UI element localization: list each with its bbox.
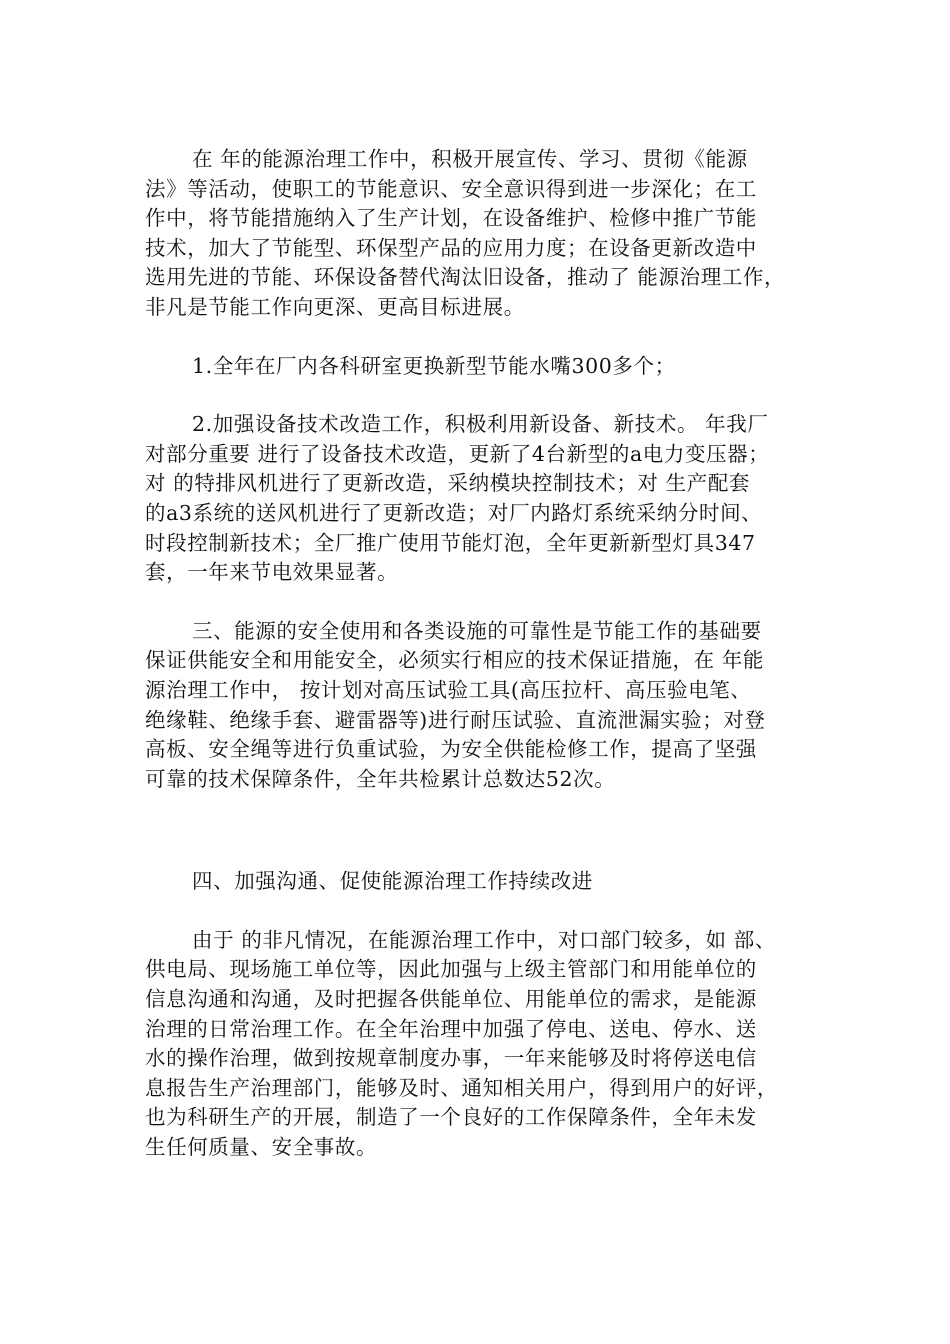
text-line: 由于 的非凡情况，在能源治理工作中，对口部门较多，如 部、 [192,927,776,952]
paragraph-spacer [145,588,815,617]
text-line: 时段控制新技术；全厂推广使用节能灯泡，全年更新新型灯具347 [145,530,756,555]
text-line: 生任何质量、安全事故。 [145,1135,378,1160]
text-line: 绝缘鞋、绝缘手套、避雷器等)进行耐压试验、直流泄漏实验；对登 [145,707,766,732]
paragraph-spacer [145,323,815,352]
text-line: 非凡是节能工作向更深、更高目标进展。 [145,294,525,319]
paragraph-item-1 [145,352,815,382]
paragraph-spacer [145,381,815,410]
paragraph-section-3 [145,617,815,795]
text-line: 的a3系统的送风机进行了更新改造；对厂内路灯系统采纳分时间、 [145,500,763,525]
text-line: 作中，将节能措施纳入了生产计划，在设备维护、检修中推广节能 [145,206,757,231]
text-line: 在 年的能源治理工作中，积极开展宣传、学习、贯彻《能源 [192,147,748,171]
paragraph-section-4-body [145,926,815,1163]
text-line: 息报告生产治理部门，能够及时、通知相关用户，得到用户的好评， [145,1075,778,1100]
paragraph-spacer [145,794,815,867]
document-body [145,145,815,1163]
text-line: 可靠的技术保障条件，全年共检累计总数达52次。 [145,766,616,791]
section-heading-4 [145,867,815,897]
text-line: 1.全年在厂内各科研室更换新型节能水嘴300多个； [192,353,676,378]
text-line: 对 的特排风机进行了更新改造，采纳模块控制技术；对 生产配套 [145,471,751,496]
text-line: 治理的日常治理工作。在全年治理中加强了停电、送电、停水、送 [145,1016,757,1041]
text-line: 对部分重要 进行了设备技术改造，更新了4台新型的a电力变压器； [145,441,770,466]
text-line: 选用先进的节能、环保设备替代淘汰旧设备，推动了 能源治理工作， [145,265,786,290]
text-line: 也为科研生产的开展，制造了一个良好的工作保障条件，全年未发 [145,1105,757,1130]
text-line: 保证供能安全和用能安全，必须实行相应的技术保证措施，在 年能 [145,648,765,673]
text-line: 信息沟通和沟通，及时把握各供能单位、用能单位的需求，是能源 [145,987,757,1012]
paragraph-item-2 [145,410,815,588]
text-line: 套，一年来节电效果显著。 [145,560,399,585]
paragraph-energy-management-intro [145,145,815,323]
text-line: 技术，加大了节能型、环保型产品的应用力度；在设备更新改造中 [145,235,757,260]
text-line: 源治理工作中， 按计划对高压试验工具(高压拉杆、高压验电笔、 [145,677,752,702]
text-line: 法》等活动，使职工的节能意识、安全意识得到进一步深化；在工 [145,176,757,201]
paragraph-spacer [145,897,815,926]
text-line: 三、能源的安全使用和各类设施的可靠性是节能工作的基础要 [192,618,762,643]
text-line: 水的操作治理，做到按规章制度办事，一年来能够及时将停送电信 [145,1046,757,1071]
section-heading: 四、加强沟通、促使能源治理工作持续改进 [192,869,593,894]
text-line: 2.加强设备技术改造工作，积极利用新设备、新技术。 年我厂 [192,412,769,437]
text-line: 高板、安全绳等进行负重试验，为安全供能检修工作，提高了坚强 [145,737,757,762]
text-line: 供电局、现场施工单位等，因此加强与上级主管部门和用能单位的 [145,957,757,982]
